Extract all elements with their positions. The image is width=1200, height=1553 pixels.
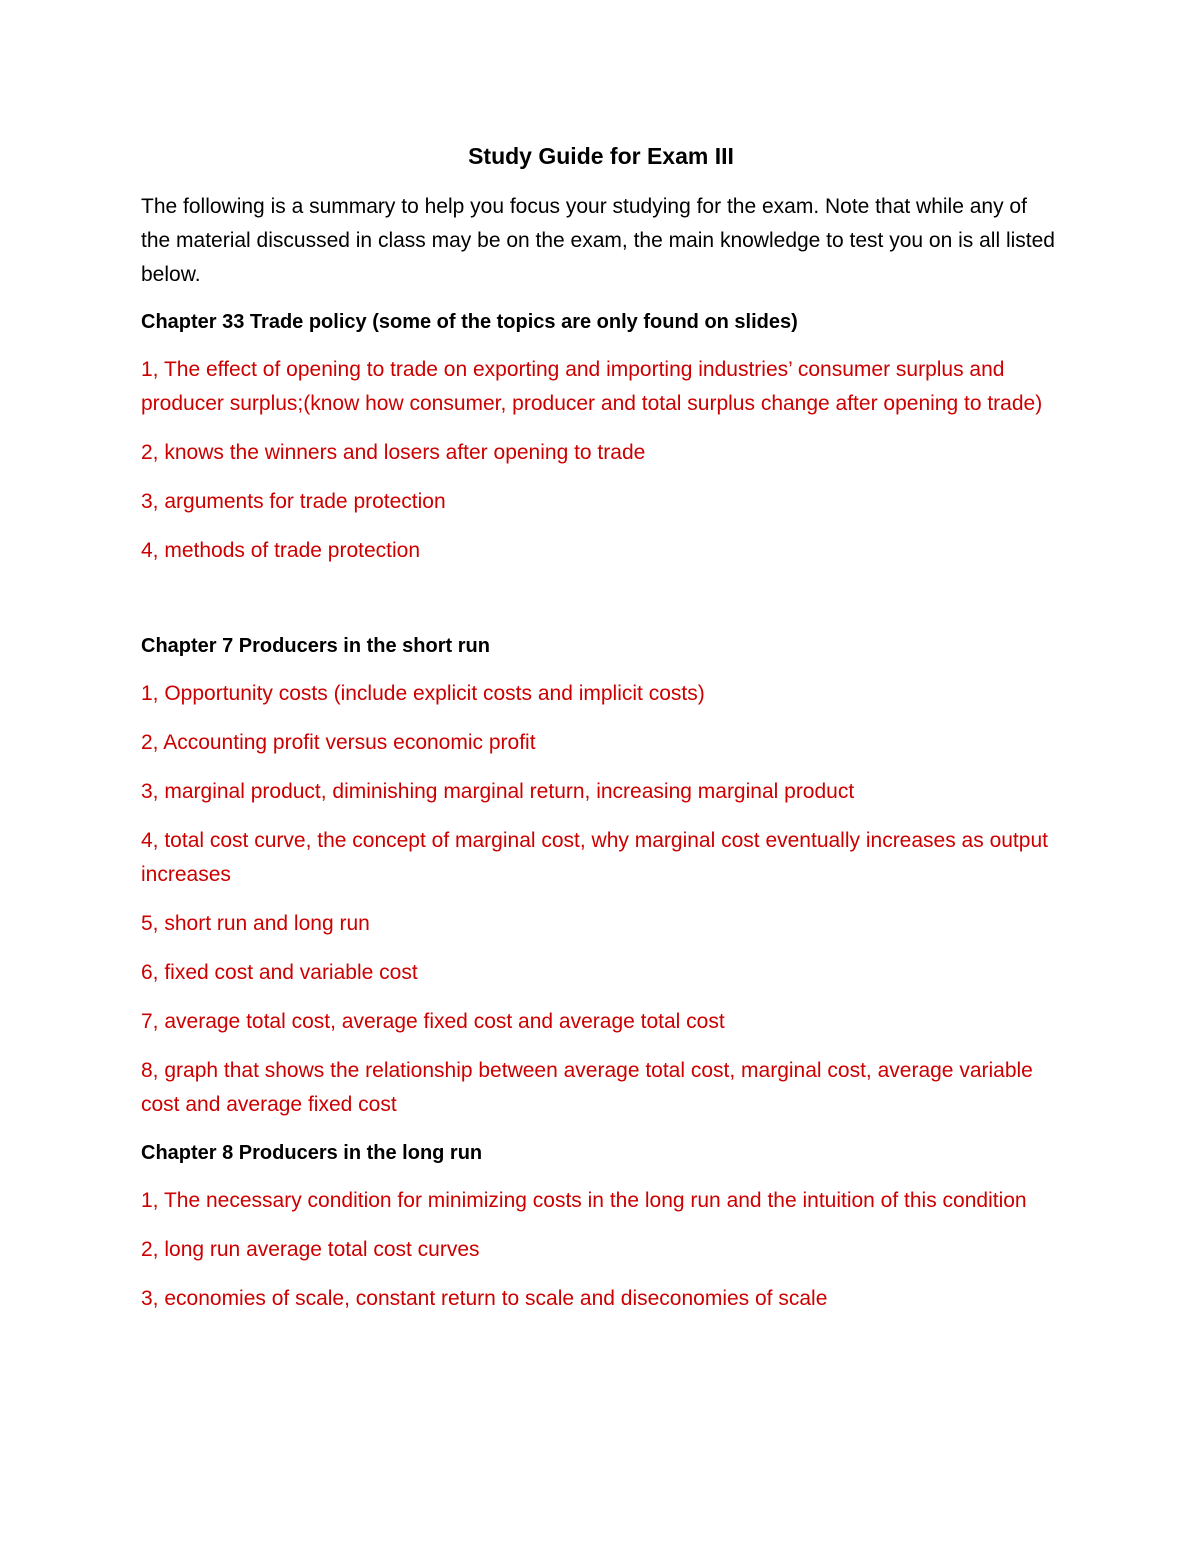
topic-item: 2, Accounting profit versus economic profit xyxy=(141,731,536,755)
chapter-section-33 xyxy=(141,306,1061,568)
section-spacer xyxy=(141,583,1061,630)
chapter-section-8 xyxy=(141,1137,1061,1316)
chapter-section-7 xyxy=(141,630,1061,1122)
topic-item: 3, economies of scale, constant return to scale and diseconomies of scale xyxy=(141,1287,828,1311)
document-body xyxy=(141,140,1061,1331)
page-title: Study Guide for Exam III xyxy=(468,143,734,169)
chapter-heading: Chapter 7 Producers in the short run xyxy=(141,635,490,658)
topic-item: 6, fixed cost and variable cost xyxy=(141,961,418,985)
topic-item: 3, arguments for trade protection xyxy=(141,490,446,514)
topic-item: 3, marginal product, diminishing marginal return, increasing marginal product xyxy=(141,780,855,804)
topic-item: 2, long run average total cost curves xyxy=(141,1238,480,1262)
chapter-heading: Chapter 8 Producers in the long run xyxy=(141,1142,483,1165)
topic-item: 5, short run and long run xyxy=(141,912,370,936)
topic-item: 7, average total cost, average fixed cost and average total cost xyxy=(141,1010,725,1034)
topic-item: 4, methods of trade protection xyxy=(141,539,420,563)
topic-item: 2, knows the winners and losers after opening to trade xyxy=(141,441,646,465)
intro-paragraph: The following is a summary to help you focus your studying for the exam. Note that while any of the material discussed in class may be on the exam, the main knowledge to test you on is all listed below. xyxy=(141,195,1055,287)
topic-item: 1, Opportunity costs (include explicit costs and implicit costs) xyxy=(141,682,705,706)
topic-item: 8, graph that shows the relationship between average total cost, marginal cost, average variable cost and average fixed cost xyxy=(141,1059,1033,1117)
chapter-heading: Chapter 33 Trade policy (some of the topics are only found on slides) xyxy=(141,311,798,334)
topic-item: 4, total cost curve, the concept of marginal cost, why marginal cost eventually increases as output increases xyxy=(141,829,1048,887)
topic-item: 1, The effect of opening to trade on exporting and importing industries’ consumer surplus and producer surplus;(know how consumer, producer and total surplus change after opening to trade) xyxy=(141,358,1043,416)
topic-item: 1, The necessary condition for minimizing costs in the long run and the intuition of this condition xyxy=(141,1189,1027,1213)
